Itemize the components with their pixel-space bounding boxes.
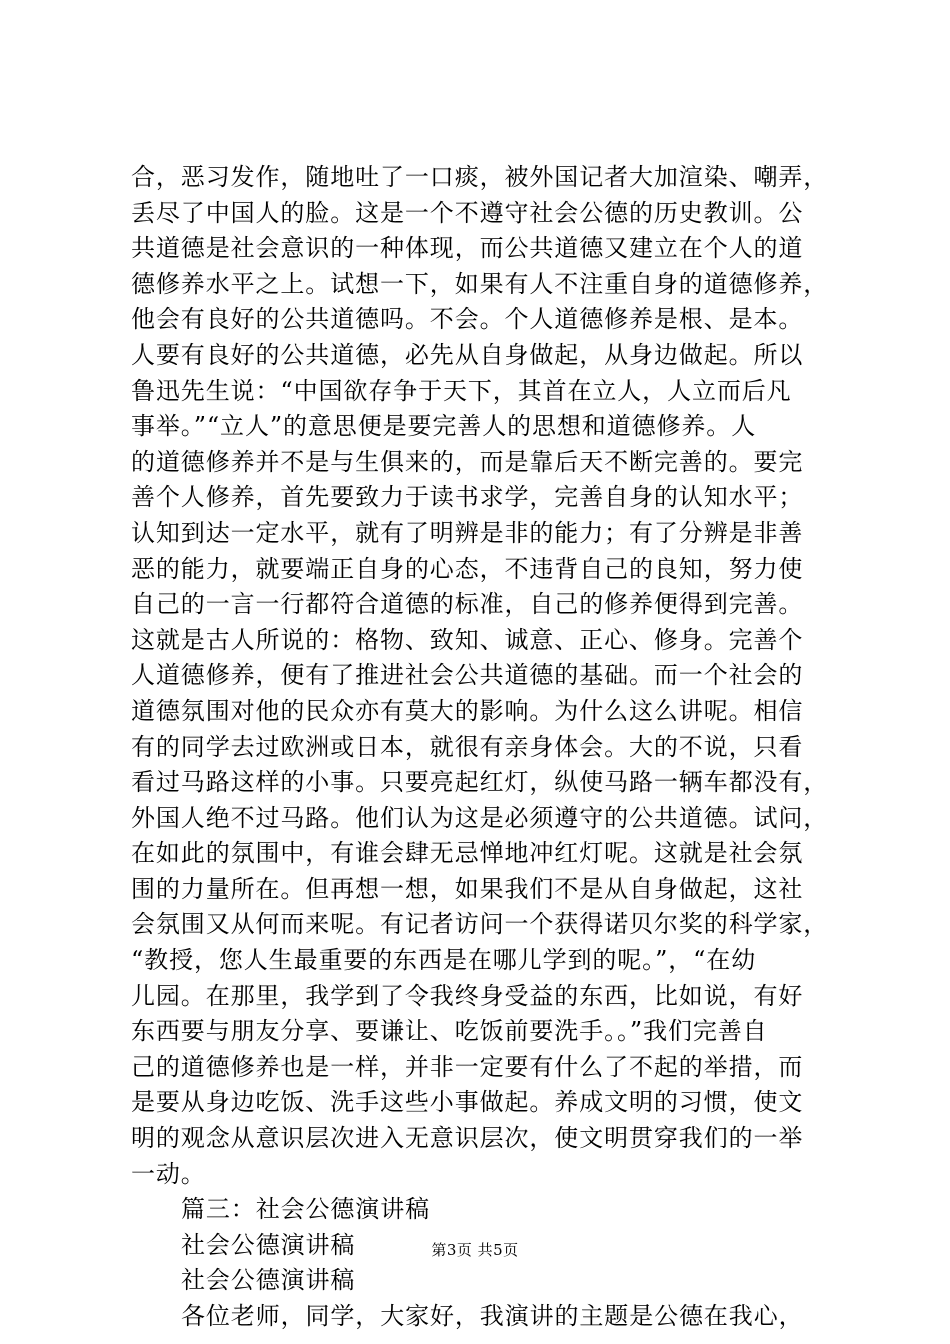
paragraph-line-13: 自己的一言一行都符合道德的标准，自己的修养便得到完善。 xyxy=(131,590,804,619)
paragraph-line-4: 德修养水平之上。试想一下，如果有人不注重自身的道德修养， xyxy=(131,269,829,298)
speech-subtitle: 社会公德演讲稿 xyxy=(181,1266,356,1295)
paragraph-line-5: 他会有良好的公共道德吗。不会。个人道德修养是根、是本。 xyxy=(131,305,804,334)
paragraph-line-14: 这就是古人所说的：格物、致知、诚意、正心、修身。完善个 xyxy=(131,625,804,654)
paragraph-line-2: 丢尽了中国人的脸。这是一个不遵守社会公德的历史教训。公 xyxy=(131,198,804,227)
section-heading: 篇三：社会公德演讲稿 xyxy=(181,1195,430,1224)
speech-opening-line: 各位老师，同学，大家好，我演讲的主题是公德在我心， xyxy=(181,1302,804,1330)
paragraph-line-9: 的道德修养并不是与生俱来的，而是靠后天不断完善的。要完 xyxy=(131,447,804,476)
paragraph-line-6: 人要有良好的公共道德，必先从自身做起，从身边做起。所以 xyxy=(131,340,804,369)
paragraph-line-16: 道德氛围对他的民众亦有莫大的影响。为什么这么讲呢。相信 xyxy=(131,696,804,725)
page-number-footer: 第3页 共5页 xyxy=(431,1241,519,1259)
speech-title: 社会公德演讲稿 xyxy=(181,1230,356,1259)
paragraph-line-29: 一动。 xyxy=(131,1159,206,1188)
paragraph-line-18: 看过马路这样的小事。只要亮起红灯，纵使马路一辆车都没有， xyxy=(131,768,829,797)
paragraph-line-27: 是要从身边吃饭、洗手这些小事做起。养成文明的习惯，使文 xyxy=(131,1088,804,1117)
paragraph-line-26: 己的道德修养也是一样，并非一定要有什么了不起的举措，而 xyxy=(131,1052,804,1081)
paragraph-line-25: 东西要与朋友分享、要谦让、吃饭前要洗手。。”我们完善自 xyxy=(131,1017,768,1046)
paragraph-line-8: 事举。”“立人”的意思便是要完善人的思想和道德修养。人 xyxy=(131,412,757,441)
paragraph-line-19: 外国人绝不过马路。他们认为这是必须遵守的公共道德。试问， xyxy=(131,803,829,832)
paragraph-line-23: “教授，您人生最重要的东西是在哪儿学到的呢。”，“在幼 xyxy=(131,946,757,975)
paragraph-line-11: 认知到达一定水平，就有了明辨是非的能力；有了分辨是非善 xyxy=(131,518,804,547)
paragraph-line-24: 儿园。在那里，我学到了令我终身受益的东西，比如说，有好 xyxy=(131,981,804,1010)
paragraph-line-7: 鲁迅先生说：“中国欲存争于天下，其首在立人，人立而后凡 xyxy=(131,376,792,405)
paragraph-line-15: 人道德修养，便有了推进社会公共道德的基础。而一个社会的 xyxy=(131,661,804,690)
paragraph-line-10: 善个人修养，首先要致力于读书求学，完善自身的认知水平； xyxy=(131,483,804,512)
paragraph-line-28: 明的观念从意识层次进入无意识层次，使文明贯穿我们的一举 xyxy=(131,1124,804,1153)
paragraph-line-3: 共道德是社会意识的一种体现，而公共道德又建立在个人的道 xyxy=(131,234,804,263)
paragraph-line-17: 有的同学去过欧洲或日本，就很有亲身体会。大的不说，只看 xyxy=(131,732,804,761)
paragraph-line-1: 合，恶习发作，随地吐了一口痰，被外国记者大加渲染、嘲弄， xyxy=(131,163,829,191)
paragraph-line-12: 恶的能力，就要端正自身的心态，不违背自己的良知，努力使 xyxy=(131,554,804,583)
paragraph-line-20: 在如此的氛围中，有谁会肆无忌惮地冲红灯呢。这就是社会氛 xyxy=(131,839,804,868)
paragraph-line-22: 会氛围又从何而来呢。有记者访问一个获得诺贝尔奖的科学家， xyxy=(131,910,829,939)
paragraph-line-21: 围的力量所在。但再想一想，如果我们不是从自身做起，这社 xyxy=(131,874,804,903)
body-text xyxy=(131,160,829,1335)
